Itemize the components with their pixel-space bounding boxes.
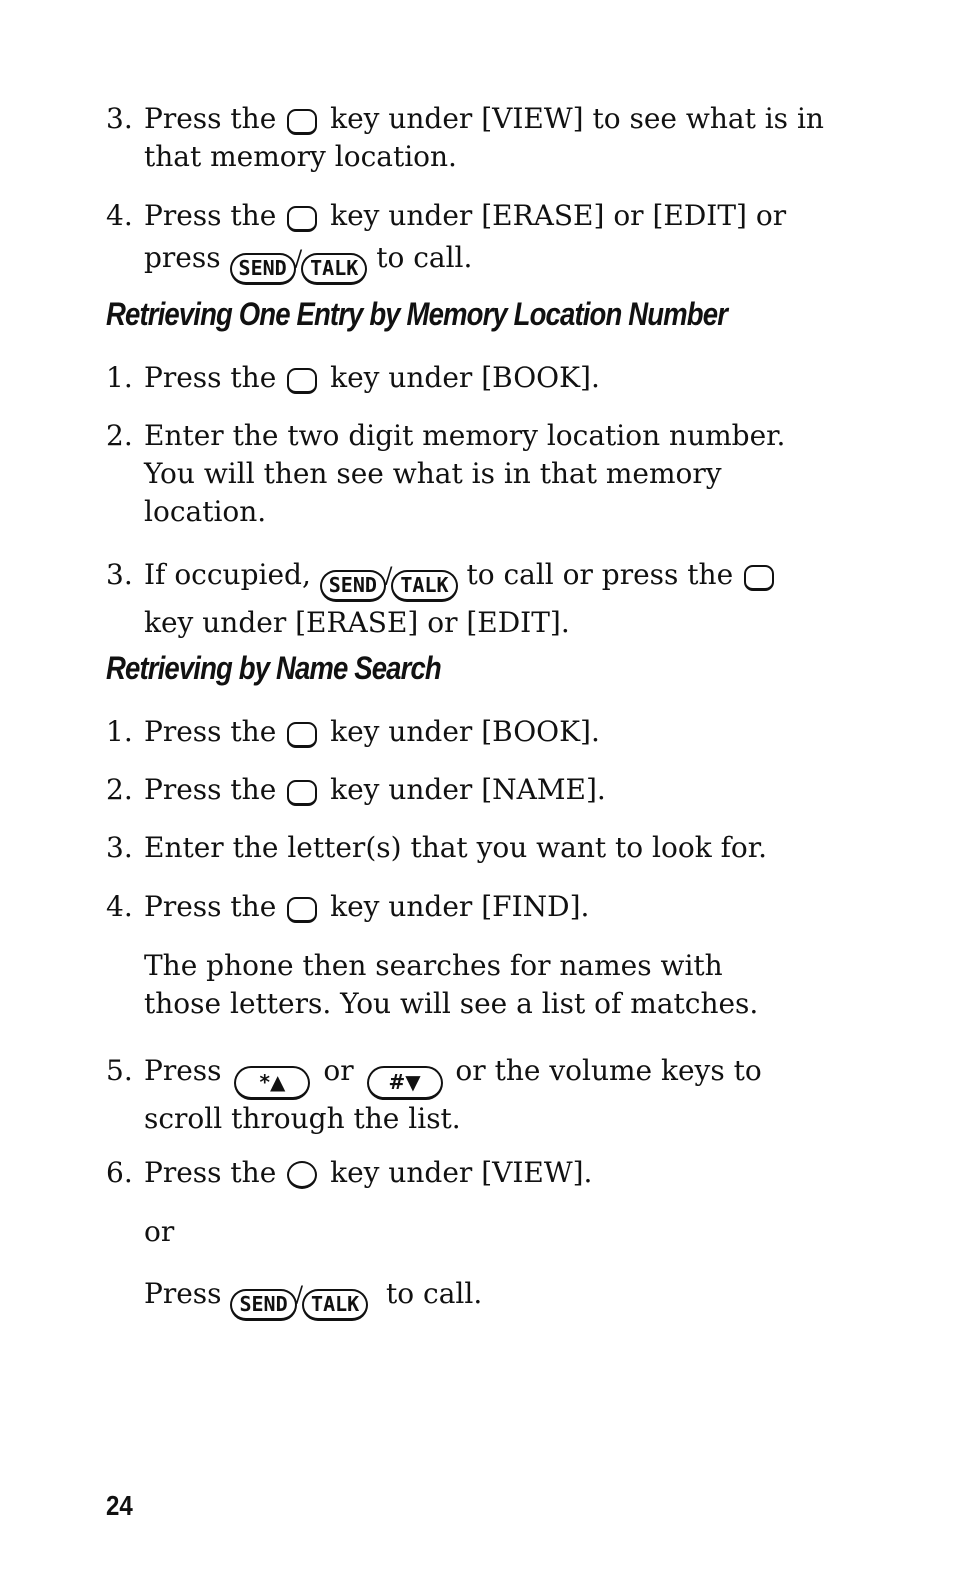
press-send-talk-line: Press SEND / TALK to call. (144, 1275, 824, 1321)
section-heading-name-search: Retrieving by Name Search (106, 650, 441, 686)
section2-step-3: 3. Enter the letter(s) that you want to look for. (106, 829, 826, 867)
scroll-up-key-icon: *▲ (234, 1066, 310, 1100)
page-number: 24 (106, 1490, 133, 1521)
soft-key-icon (287, 1161, 317, 1189)
step-number: 3. (106, 558, 133, 591)
section2-step-5: 5. Press *▲ or #▼ or the volume keys to scroll through the list. (106, 1052, 826, 1138)
step-number: 3. (106, 831, 133, 864)
step-number: 2. (106, 419, 133, 452)
step-4-erase-edit: 4. Press the key under [ERASE] or [EDIT] or press SEND / TALK to call. (106, 197, 826, 285)
step-number: 3. (106, 102, 133, 135)
step-number: 5. (106, 1054, 133, 1087)
step-number: 4. (106, 890, 133, 923)
soft-key-icon (287, 368, 317, 394)
step-number: 6. (106, 1156, 133, 1189)
section2-step-2: 2. Press the key under [NAME]. (106, 771, 826, 809)
send-key-icon: SEND (230, 253, 296, 285)
step-number: 2. (106, 773, 133, 806)
soft-key-icon (287, 897, 317, 923)
soft-key-icon (287, 206, 317, 232)
step-3-view: 3. Press the key under [VIEW] to see what is in that memory location. (106, 100, 826, 176)
section1-step-2: 2. Enter the two digit memory location number. You will then see what is in that memory location. (106, 417, 786, 531)
send-key-icon: SEND (320, 570, 386, 602)
step-number: 1. (106, 715, 133, 748)
soft-key-icon (287, 109, 317, 135)
section2-step-1: 1. Press the key under [BOOK]. (106, 713, 826, 751)
send-key-icon: SEND (230, 1289, 296, 1321)
talk-key-icon: TALK (302, 1289, 368, 1321)
or-text: or (144, 1215, 175, 1248)
step-number: 4. (106, 199, 133, 232)
section2-step-6: 6. Press the key under [VIEW]. (106, 1154, 826, 1192)
talk-key-icon: TALK (391, 570, 457, 602)
section-heading-memory-location: Retrieving One Entry by Memory Location Number (106, 296, 728, 332)
soft-key-icon (744, 565, 774, 591)
section1-step-1: 1. Press the key under [BOOK]. (106, 359, 826, 397)
search-note: The phone then searches for names with those letters. You will see a list of matches. (144, 949, 759, 1020)
talk-key-icon: TALK (301, 253, 367, 285)
scroll-down-key-icon: #▼ (367, 1066, 443, 1100)
step-number: 1. (106, 361, 133, 394)
soft-key-icon (287, 722, 317, 748)
section1-step-3: 3. If occupied, SEND / TALK to call or press the key under [ERASE] or [EDIT]. (106, 556, 826, 642)
section2-step-4: 4. Press the key under [FIND]. (106, 888, 826, 926)
soft-key-icon (287, 780, 317, 806)
